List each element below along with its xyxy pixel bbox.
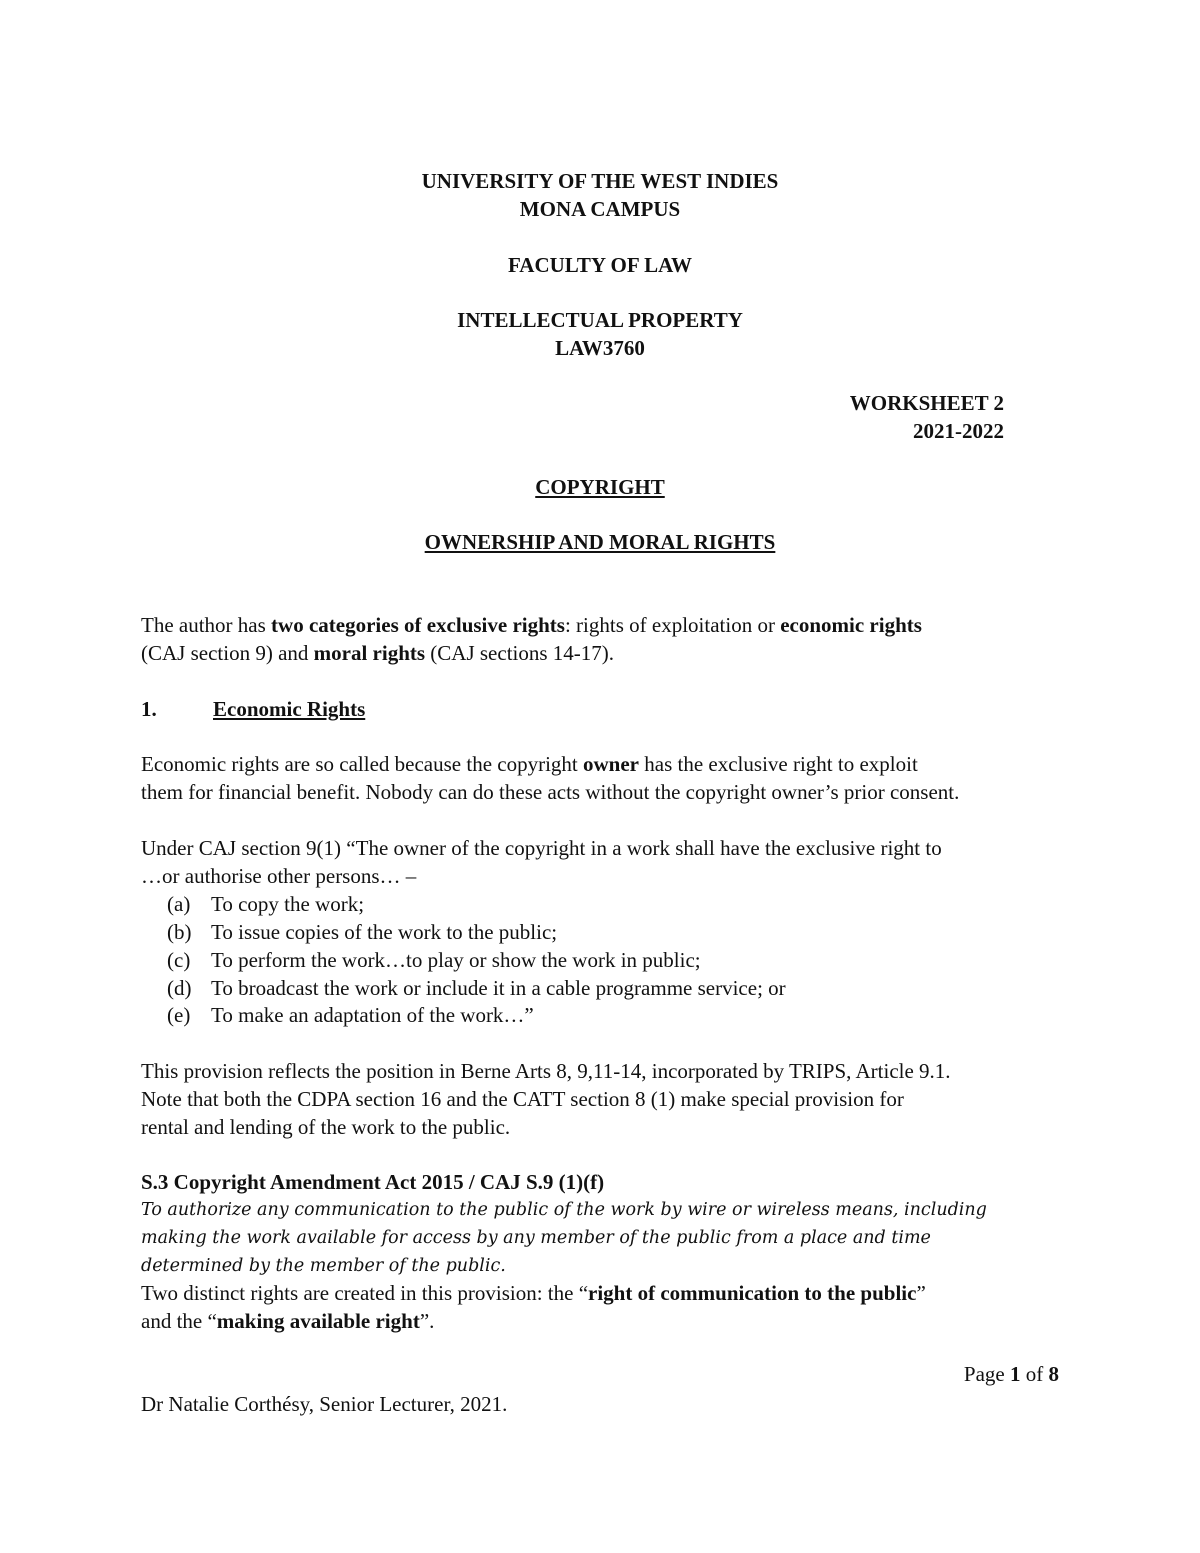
amendment-heading: S.3 Copyright Amendment Act 2015 / CAJ S.9 (1)(f) xyxy=(141,1170,605,1194)
economic-rights-line-1: Economic rights are so called because the copyright owner has the exclusive right to exploit xyxy=(141,752,918,776)
course-title: INTELLECTUAL PROPERTY xyxy=(457,308,743,332)
amendment-quote-line-2: making the work available for access by any member of the public from a place and time xyxy=(141,1228,931,1248)
amendment-para-line-1: Two distinct rights are created in this provision: the “right of communication to the public” xyxy=(141,1281,926,1305)
intro-line-1: The author has two categories of exclusive rights: rights of exploitation or economic rights xyxy=(141,613,922,637)
amendment-para-line-2: and the “making available right”. xyxy=(141,1309,435,1333)
amendment-quote-line-1: To authorize any communication to the public of the work by wire or wireless means, including xyxy=(141,1200,987,1220)
academic-year: 2021-2022 xyxy=(913,419,1004,443)
amendment-quote-line-3: determined by the member of the public. xyxy=(141,1256,506,1276)
list-item: (b) To issue copies of the work to the public; xyxy=(167,920,558,944)
berne-line-2: Note that both the CDPA section 16 and the CATT section 8 (1) make special provision for xyxy=(141,1087,904,1111)
section-1-number: 1. xyxy=(141,697,157,721)
section-1-heading: Economic Rights xyxy=(213,697,366,721)
economic-rights-line-2: them for financial benefit. Nobody can do these acts without the copyright owner’s prior consent. xyxy=(141,780,960,804)
list-item: (e) To make an adaptation of the work…” xyxy=(167,1003,534,1027)
page-number: Page 1 of 8 xyxy=(963,1362,1059,1386)
course-code: LAW3760 xyxy=(555,336,645,360)
caj-quote-line-2: …or authorise other persons… – xyxy=(141,864,417,888)
list-item: (a) To copy the work; xyxy=(167,892,365,916)
main-title: COPYRIGHT xyxy=(535,475,665,499)
berne-line-1: This provision reflects the position in Berne Arts 8, 9,11-14, incorporated by TRIPS, Article 9.1. xyxy=(141,1059,951,1083)
sub-title: OWNERSHIP AND MORAL RIGHTS xyxy=(424,530,776,554)
university-name: UNIVERSITY OF THE WEST INDIES xyxy=(421,169,779,193)
list-item: (c) To perform the work…to play or show the work in public; xyxy=(167,948,701,972)
list-item: (d) To broadcast the work or include it in a cable programme service; or xyxy=(167,976,786,1000)
intro-line-2: (CAJ section 9) and moral rights (CAJ sections 14-17). xyxy=(141,641,615,665)
berne-line-3: rental and lending of the work to the public. xyxy=(141,1115,511,1139)
footer-author: Dr Natalie Corthésy, Senior Lecturer, 2021. xyxy=(141,1392,508,1416)
campus-name: MONA CAMPUS xyxy=(519,197,681,221)
faculty-name: FACULTY OF LAW xyxy=(508,253,692,277)
worksheet-number: WORKSHEET 2 xyxy=(849,391,1004,415)
caj-quote-line-1: Under CAJ section 9(1) “The owner of the copyright in a work shall have the exclusive right to xyxy=(141,836,942,860)
